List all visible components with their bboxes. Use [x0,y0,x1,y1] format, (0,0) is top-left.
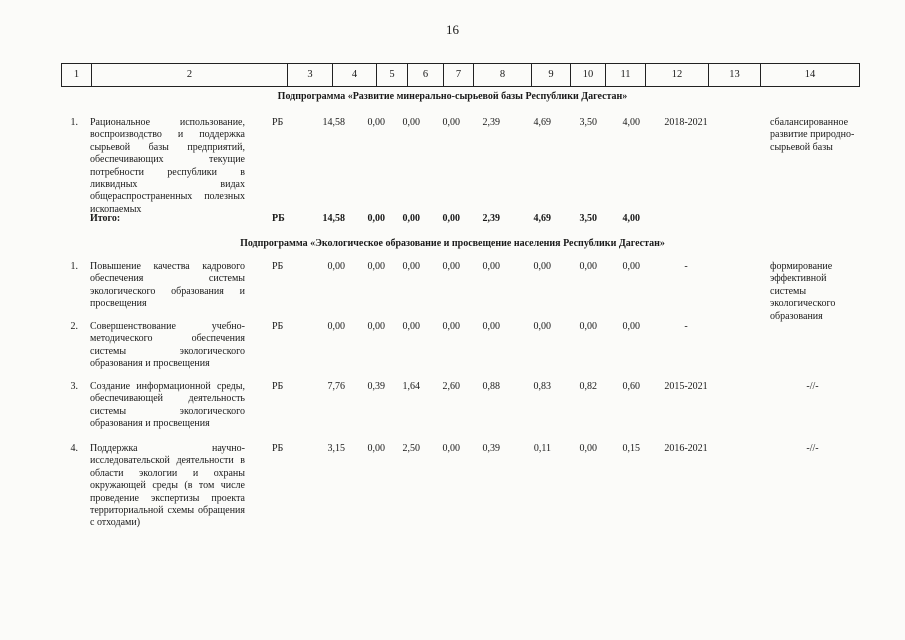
value-col8: 0,00 [482,321,500,332]
value-col6: 0,00 [402,117,420,128]
value-col11: 0,00 [622,321,640,332]
row-name: Рациональное использование, воспроизводство и поддержка сырьевой базы предприятий, обеспечивающих текущие потребности республики в ликвидных видах общераспространенных полезных ископаемых [90,117,245,215]
value-col4: 14,58 [322,117,345,128]
value-col10: 0,82 [579,381,597,392]
col-header-5: 5 [376,64,407,86]
row-source: РБ [272,261,284,272]
value-col8: 0,88 [482,381,500,392]
total-col8: 2,39 [482,213,500,224]
value-col4: 0,00 [327,261,345,272]
value-col7: 2,60 [442,381,460,392]
value-col6: 0,00 [402,321,420,332]
value-col5: 0,00 [367,443,385,454]
row-name: Поддержка научно-исследовательской деятельности в области экологии и охраны окружающей среды (в том числе проведение экспертизы проекта территориальной схемы обращения с отходами) [90,443,245,529]
col-header-8: 8 [473,64,531,86]
value-col4: 7,76 [327,381,345,392]
value-col7: 0,00 [442,261,460,272]
value-col7: 0,00 [442,443,460,454]
value-col10: 0,00 [579,321,597,332]
value-col11: 4,00 [622,117,640,128]
value-col10: 0,00 [579,261,597,272]
row-number: 3. [70,381,78,392]
value-col7: 0,00 [442,117,460,128]
value-col5: 0,00 [367,321,385,332]
value-col9: 4,69 [533,117,551,128]
value-col10: 0,00 [579,443,597,454]
row-source: РБ [272,443,284,454]
total-label: Итого: [90,213,121,224]
value-col11: 0,15 [622,443,640,454]
total-col4: 14,58 [322,213,345,224]
value-col8: 2,39 [482,117,500,128]
col-header-9: 9 [531,64,570,86]
value-col9: 0,83 [533,381,551,392]
row-period: 2015-2021 [664,381,708,392]
total-col5: 0,00 [367,213,385,224]
page-number: 16 [446,22,459,37]
col-header-7: 7 [443,64,473,86]
value-col8: 0,39 [482,443,500,454]
value-col8: 0,00 [482,261,500,272]
row-number: 4. [70,443,78,454]
row-number: 1. [70,261,78,272]
table-header-row [61,63,860,87]
row-period: - [684,261,688,272]
row-period: - [684,321,688,332]
value-col9: 0,11 [533,443,551,454]
row-period: 2016-2021 [664,443,708,454]
col-header-13: 13 [708,64,760,86]
col-header-6: 6 [407,64,443,86]
total-col6: 0,00 [402,213,420,224]
value-col6: 0,00 [402,261,420,272]
col-header-12: 12 [645,64,708,86]
col-header-10: 10 [570,64,605,86]
row-result: формирование эффективной системы экологического образования [770,261,836,322]
value-col11: 0,60 [622,381,640,392]
value-col5: 0,00 [367,261,385,272]
row-number: 2. [70,321,78,332]
col-header-3: 3 [287,64,332,86]
value-col9: 0,00 [533,321,551,332]
total-col7: 0,00 [442,213,460,224]
row-source: РБ [272,381,284,392]
value-col9: 0,00 [533,261,551,272]
total-source: РБ [272,213,285,224]
row-name: Повышение качества кадрового обеспечения системы экологического образования и просвещения [90,261,245,310]
row-result: -//- [806,443,819,454]
total-col11: 4,00 [622,213,640,224]
value-col5: 0,39 [367,381,385,392]
value-col11: 0,00 [622,261,640,272]
value-col4: 0,00 [327,321,345,332]
col-header-2: 2 [91,64,287,86]
row-number: 1. [70,117,78,128]
col-header-4: 4 [332,64,376,86]
row-result: сбалансированное развитие природно-сырьевой базы [770,117,855,153]
value-col6: 1,64 [402,381,420,392]
col-header-11: 11 [605,64,645,86]
row-source: РБ [272,321,284,332]
row-name: Создание информационной среды, обеспечивающей деятельность системы экологического образования и просвещения [90,381,245,430]
value-col4: 3,15 [327,443,345,454]
total-col9: 4,69 [533,213,551,224]
row-source: РБ [272,117,284,128]
value-col7: 0,00 [442,321,460,332]
value-col5: 0,00 [367,117,385,128]
row-result: -//- [806,381,819,392]
total-col10: 3,50 [579,213,597,224]
col-header-14: 14 [760,64,860,86]
subprogram-title: Подпрограмма «Экологическое образование и просвещение населения Республики Дагестан» [240,238,665,249]
value-col6: 2,50 [402,443,420,454]
value-col10: 3,50 [579,117,597,128]
row-period: 2018-2021 [664,117,708,128]
row-name: Совершенствование учебно-методического обеспечения системы экологического образования и просвещения [90,321,245,370]
subprogram-title: Подпрограмма «Развитие минерально-сырьевой базы Республики Дагестан» [277,91,628,102]
col-header-1: 1 [61,64,91,86]
